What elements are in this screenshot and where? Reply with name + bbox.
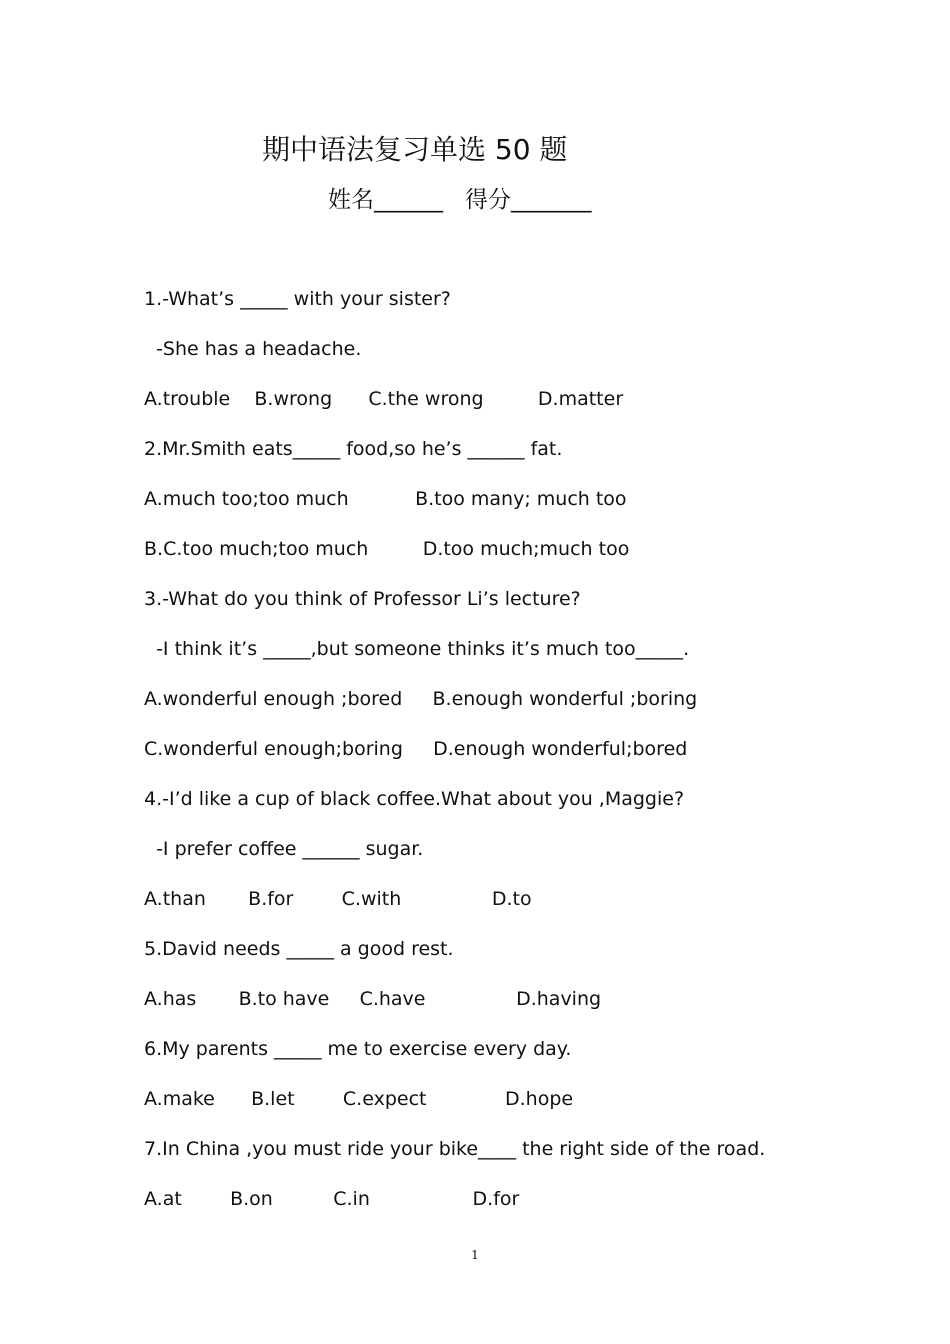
page-number: 1 (471, 1248, 479, 1262)
question-4-options: A.than B.for C.with D.to (144, 888, 532, 910)
question-2-options-row-2: B.C.too much;too much D.too much;much too (144, 538, 630, 560)
question-7-stem: 7.In China ,you must ride your bike____ the right side of the road. (144, 1138, 766, 1160)
question-4-reply: -I prefer coffee ______ sugar. (144, 838, 424, 860)
question-1-reply: -She has a headache. (144, 338, 362, 360)
question-1-options: A.trouble B.wrong C.the wrong D.matter (144, 388, 624, 410)
question-5-options: A.has B.to have C.have D.having (144, 988, 602, 1010)
question-3-reply: -I think it’s _____,but someone thinks it’s much too_____. (144, 638, 690, 660)
question-6-stem: 6.My parents _____ me to exercise every day. (144, 1038, 572, 1060)
score-field: 得分_______ (465, 187, 592, 213)
question-3-stem: 3.-What do you think of Professor Li’s lecture? (144, 588, 581, 610)
question-5-stem: 5.David needs _____ a good rest. (144, 938, 454, 960)
question-7-options: A.at B.on C.in D.for (144, 1188, 520, 1210)
question-6-options: A.make B.let C.expect D.hope (144, 1088, 574, 1110)
question-3-options-row-1: A.wonderful enough ;bored B.enough wonderful ;boring (144, 688, 698, 710)
question-1-stem: 1.-What’s _____ with your sister? (144, 288, 451, 310)
header-fields (328, 183, 592, 217)
question-3-options-row-2: C.wonderful enough;boring D.enough wonderful;bored (144, 738, 688, 760)
name-field: 姓名______ (328, 187, 443, 213)
question-2-stem: 2.Mr.Smith eats_____ food,so he’s ______ fat. (144, 438, 563, 460)
page-title: 期中语法复习单选 50 题 (262, 133, 568, 166)
question-4-stem: 4.-I’d like a cup of black coffee.What about you ,Maggie? (144, 788, 685, 810)
question-2-options-row-1: A.much too;too much B.too many; much too (144, 488, 627, 510)
